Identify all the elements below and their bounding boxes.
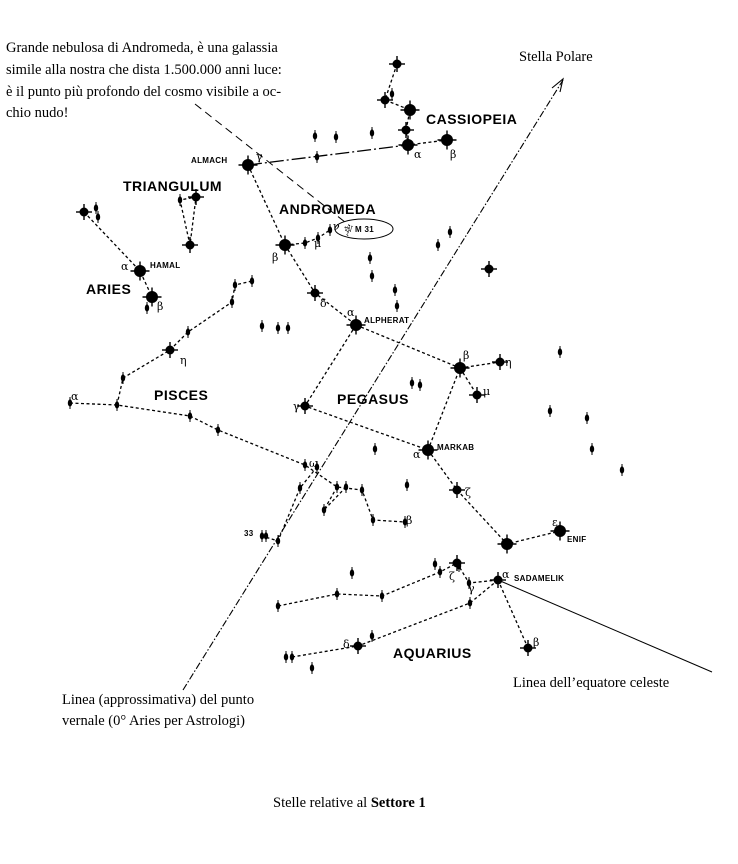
- label-33: 33: [244, 529, 254, 538]
- star: [188, 410, 192, 422]
- star: [284, 651, 288, 663]
- greek-peg-beta: β: [463, 349, 470, 362]
- m31-annotation: [6, 40, 282, 121]
- star: [410, 377, 414, 389]
- star: [298, 482, 302, 494]
- vernal-line-label-1: Linea (approssimativa) del punto: [62, 692, 255, 708]
- greek-and-delta: δ: [320, 297, 327, 310]
- almach-cassiopeia-link: [248, 145, 408, 165]
- celestial-equator-line: [498, 580, 712, 672]
- star: [419, 441, 438, 460]
- caption-prefix: Stelle relative al: [273, 795, 368, 811]
- label-pegasus: PEGASUS: [337, 391, 409, 407]
- star: [438, 131, 457, 150]
- star: [286, 322, 290, 334]
- star: [418, 379, 422, 391]
- greek-and-beta: β: [272, 251, 279, 264]
- star: [290, 651, 294, 663]
- star: [395, 300, 399, 312]
- cassiopeia-figure: [385, 64, 447, 145]
- greek-cas-beta: β: [450, 148, 457, 161]
- star: [315, 151, 319, 163]
- star: [350, 638, 366, 654]
- star: [558, 346, 562, 358]
- star: [313, 130, 317, 142]
- label-hamal: HAMAL: [150, 261, 181, 270]
- star: [370, 270, 374, 282]
- greek-psc-omega: ω: [309, 457, 318, 470]
- star: [373, 443, 377, 455]
- greek-psc-beta: β: [406, 514, 413, 527]
- label-andromeda: ANDROMEDA: [279, 201, 377, 217]
- label-markab: MARKAB: [437, 443, 475, 452]
- greek-peg-eta: η: [505, 356, 512, 369]
- star: [370, 127, 374, 139]
- m31-note-line-2: simile alla nostra che dista 1.500.000 anni luce:: [6, 62, 282, 78]
- star: [380, 590, 384, 602]
- greek-cas-alpha: α: [414, 148, 422, 161]
- greek-aqr-zeta: ζ: [449, 570, 455, 583]
- equator-line-label: Linea dell’equatore celeste: [513, 675, 670, 691]
- vernal-line-label-2: vernale (0° Aries per Astrologi): [62, 713, 245, 729]
- caption: [273, 795, 426, 811]
- star: [390, 88, 394, 100]
- label-aquarius: AQUARIUS: [393, 645, 472, 661]
- andromeda-chain: [248, 165, 356, 325]
- star: [239, 156, 258, 175]
- greek-and-mu: μ: [314, 237, 322, 250]
- star: [620, 464, 624, 476]
- star: [303, 237, 307, 249]
- star: [590, 443, 594, 455]
- constellation-lines: [70, 64, 560, 657]
- greek-markab-alpha: α: [413, 448, 421, 461]
- star: [368, 252, 372, 264]
- star: [276, 322, 280, 334]
- star: [585, 412, 589, 424]
- star: [264, 530, 268, 542]
- aquarius-beta: [498, 580, 528, 648]
- m31-label: M 31: [355, 225, 374, 234]
- star: [468, 597, 472, 609]
- m31-note-line-1: Grande nebulosa di Andromeda, è una galassia: [6, 40, 278, 56]
- caption-sector: Settore 1: [370, 795, 426, 811]
- label-pisces: PISCES: [154, 387, 209, 403]
- star: [328, 224, 332, 236]
- greek-peg-mu: μ: [483, 385, 491, 398]
- aquarius-upper: [278, 563, 498, 606]
- star: [393, 284, 397, 296]
- star: [344, 481, 348, 493]
- star: [303, 459, 307, 471]
- pegasus-leg-1: [460, 362, 500, 368]
- star: [448, 226, 452, 238]
- label-alpherat: ALPHERAT: [364, 316, 410, 325]
- greek-aqr-gamma: γ: [468, 582, 475, 595]
- greek-aqr-beta: β: [533, 636, 540, 649]
- star: [401, 101, 420, 120]
- pisces-tail: [262, 467, 317, 541]
- pisces-circlet: [324, 487, 346, 510]
- pisces-cord: [70, 403, 405, 522]
- star: [182, 237, 198, 253]
- vernal-point-line: [183, 80, 563, 690]
- star: [230, 296, 234, 308]
- greek-aqr-alpha: α: [502, 568, 510, 581]
- star: [433, 558, 437, 570]
- star: [310, 662, 314, 674]
- star: [481, 261, 497, 277]
- star: [548, 405, 552, 417]
- star: [178, 194, 182, 206]
- star: [498, 535, 517, 554]
- vernal-arrowhead: [552, 79, 563, 92]
- star: [115, 399, 119, 411]
- m31-note-line-4: chio nudo!: [6, 105, 69, 121]
- andromeda-side: [285, 230, 330, 245]
- star: [260, 320, 264, 332]
- star: [334, 131, 338, 143]
- star: [145, 302, 149, 314]
- star-name-labels: [150, 156, 586, 583]
- star: [186, 326, 190, 338]
- greek-and-nu: ν: [333, 220, 340, 233]
- star: [322, 504, 326, 516]
- greek-peg-gamma: γ: [293, 400, 300, 413]
- label-sadamelik: SADAMELIK: [514, 574, 565, 583]
- star: [250, 275, 254, 287]
- pegasus-square: [305, 325, 460, 450]
- star: [276, 600, 280, 612]
- star: [398, 122, 414, 138]
- greek-psc-alpha: α: [71, 390, 79, 403]
- star: [233, 279, 237, 291]
- star: [335, 588, 339, 600]
- triangulum-figure: [180, 197, 196, 245]
- star: [449, 555, 465, 571]
- pegasus-neck: [428, 450, 560, 544]
- label-almach: ALMACH: [191, 156, 228, 165]
- greek-enif-epsilon: ε: [552, 516, 558, 529]
- star: [405, 479, 409, 491]
- star: [438, 566, 442, 578]
- greek-alpherat-alpha: α: [347, 306, 355, 319]
- greek-peg-zeta: ζ: [465, 486, 471, 499]
- m31-note-line-3: è il punto più profondo del cosmo visibile a oc-: [6, 84, 282, 100]
- greek-hamal-alpha: α: [121, 260, 129, 273]
- star: [260, 530, 264, 542]
- label-cassiopeia: CASSIOPEIA: [426, 111, 518, 127]
- label-aries: ARIES: [86, 281, 132, 297]
- greek-labels: [71, 148, 558, 651]
- greek-aqr-delta: δ: [343, 638, 350, 651]
- greek-psc-eta: η: [180, 354, 187, 367]
- label-triangulum: TRIANGULUM: [123, 178, 223, 194]
- reference-lines: [183, 79, 712, 690]
- m31-galaxy-symbol: ৠ: [343, 225, 352, 236]
- star: [389, 56, 405, 72]
- greek-almach-gamma: γ: [256, 150, 263, 163]
- star: [350, 567, 354, 579]
- star: [335, 481, 339, 493]
- polaris-label: Stella Polare: [519, 49, 593, 65]
- star: [436, 239, 440, 251]
- label-enif: ENIF: [567, 535, 587, 544]
- greek-aries-beta: β: [157, 300, 164, 313]
- star: [216, 424, 220, 436]
